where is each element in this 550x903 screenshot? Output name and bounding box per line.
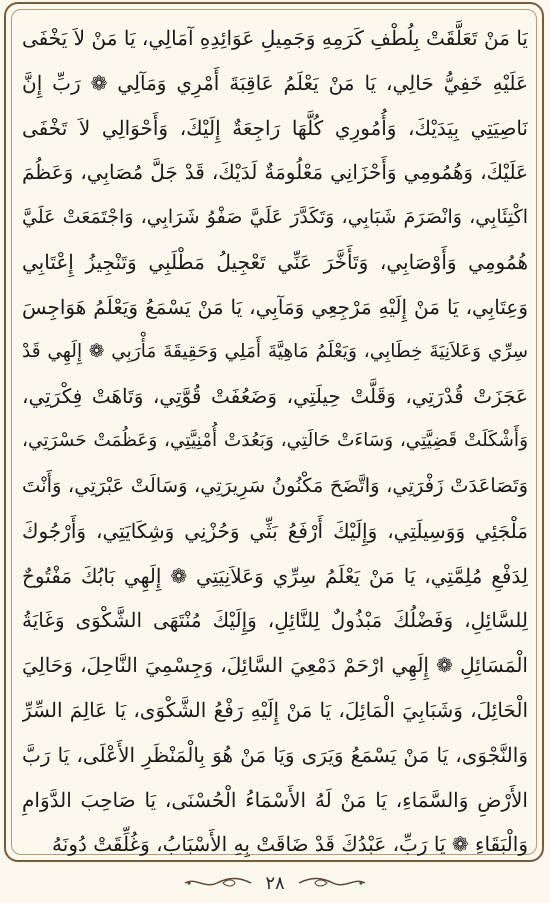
text-line: الأَرْضِ وَالسَّمَاءِ، يَا مَنْ لَهُ الأَسْمَاءُ الْحُسْنَى، يَا صَاحِبَ الدَّوَامِ [22, 787, 528, 812]
text-line: لِدَفْعِ مُلِمَّتِي، يَا مَنْ يَعْلَمُ سِرِّي وَعَلاَنِيَتِي ❁ إِلَهِي بَابُكَ مَفْتُوحٌ [22, 563, 528, 588]
text-line: هُمُومِي وَأَوْصَابِي، وَتَأَخَّرَ عَنِّي تَعْجِيلُ مَطْلَبِي وَتَنْجِيزُ إِعْتَابِي [22, 249, 528, 274]
text-line: عَلَيْهِ خَفِيُّ حَالِي، يَا مَنْ يَعْلَمُ عَاقِبَةَ أَمْرِي وَمَآلِي ❁ رَبِّ إِنَّ [22, 70, 528, 95]
text-line: عَجَزَتْ قُدْرَتِي، وَقَلَّتْ حِيلَتِي، وَضَعُفَتْ قُوَّتِي، وَتَاهَتْ فِكْرَتِي، [22, 384, 528, 409]
right-flourish-icon [297, 876, 367, 890]
text-line: وَالْبَقَاءِ ❁ يَا رَبِّ، عَبْدُكَ قَدْ ضَاقَتْ بِهِ الأَسْبَابُ، وَغُلِّقَتْ دُونَهُ [52, 832, 528, 857]
text-line: وَأَشْكَلَتْ قَضِيَّتِي، وَسَاءَتْ حَالَتِي، وَبَعُدَتْ أُمْنِيَّتِي، وَعَظُمَتْ حَسْرَتِي، [22, 430, 528, 452]
page-number: ٢٨ [265, 872, 285, 894]
text-line: وَالنَّجْوَى، يَا مَنْ يَسْمَعُ وَيَرَى وَيَا مَنْ هُوَ بِالْمَنْظَرِ الأَعْلَى، يَا رَبَّ [22, 742, 528, 767]
text-line: وَتَصَاعَدَتْ زَفْرَتِي، وَاتَّضَحَ مَكْنُونُ سَرِيرَتِي، وَسَالَتْ عَبْرَتِي، وَأَنْتَ [22, 473, 528, 497]
left-flourish-icon [183, 876, 253, 890]
text-line: سِرِّي وَعَلاَنِيَةَ خِطَابِي، وَيَعْلَمُ مَاهِيَّةَ أَمَلِي وَحَقِيقَةَ مَأْرَبِي ❁ إِلَهِي قَدْ [22, 340, 528, 362]
text-body [22, 16, 528, 867]
text-line: مَلْجَئِي وَوَسِيلَتِي، وَإِلَيْكَ أَرْفَعُ بَثِّي وَحُزْنِي وَشِكَايَتِي، وَأَرْجُوكَ [22, 518, 528, 543]
text-line: الْحَائِلَ، وَشَبَابِيَ الْمَائِلَ، يَا مَنْ إِلَيْهِ رَفْعُ الشَّكْوَى، يَا عَالِمَ السِّرِّ [22, 697, 528, 722]
text-line: الْمَسَائِلِ ❁ إِلَهِي ارْحَمْ دَمْعِيَ السَّائِلَ، وَجِسْمِيَ النَّاحِلَ، وَحَالِيَ [22, 653, 528, 678]
page-footer [0, 866, 550, 900]
text-line: يَا مَنْ تَعَلَّقَتْ بِلُطْفِ كَرَمِهِ وَجَمِيلِ عَوَائِدِهِ آمَالِي، يَا مَنْ لاَ يَخْفَى [22, 26, 528, 50]
text-line: نَاصِيَتِي بِيَدَيْكَ، وَأُمُورِي كُلَّهَا رَاجِعَةٌ إِلَيْكَ، وَأَحْوَالِي لاَ تَخْفَى [22, 115, 528, 140]
text-line: عَلَيْكَ، وَهُمُومِي وَأَحْزَانِي مَعْلُومَةٌ لَدَيْكَ، قَدْ جَلَّ مُصَابِي، وَعَظُمَ [22, 160, 528, 185]
text-line: وَعِتَابِي، يَا مَنْ إِلَيْهِ مَرْجِعِي وَمَآبِي، يَا مَنْ يَسْمَعُ وَيَعْلَمُ هَوَاجِسَ [22, 294, 528, 319]
text-line: اكْتِئَابِي، وَانْصَرَمَ شَبَابِي، وَتَكَدَّرَ عَلَيَّ صَفْوُ شَرَابِي، وَاجْتَمَعَتْ عَلَيَّ [22, 206, 528, 229]
text-line: لِلسَّائِلِ، وَفَضْلُكَ مَبْذُولٌ لِلنَّائِلِ، وَإِلَيْكَ مُنْتَهَى الشَّكْوَى وَغَايَةُ [22, 608, 528, 633]
